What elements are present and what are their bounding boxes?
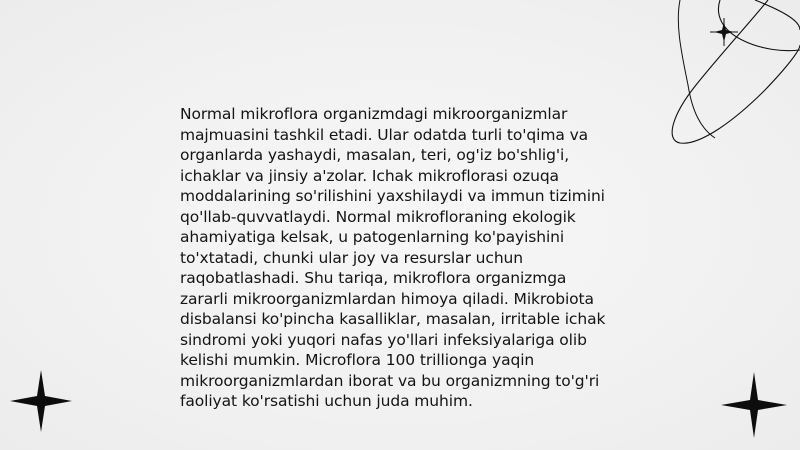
- four-point-star-icon: [10, 370, 72, 432]
- four-point-star-icon: [721, 372, 787, 438]
- sparkle-icon: [710, 18, 738, 46]
- orbit-lines-icon: [660, 0, 800, 145]
- body-paragraph: Normal mikroflora organizmdagi mikroorganizmlar majmuasini tashkil etadi. Ular odatda turli to'qima va organlarda yashaydi, masalan, teri, og'iz bo'shlig'i, ichaklar va jinsiy a'zolar. Ichak mikroflorasi ozuqa moddalarining so'rilishini yaxshilaydi va immun tizimini qo'llab-quvvatlaydi. Normal mikrofloraning ekologik ahamiyatiga kelsak, u patogenlarning ko'payishini to'xtatadi, chunki ular joy va resurslar uchun raqobatlashadi. Shu tariqa, mikroflora organizmga zararli mikroorganizmlardan himoya qiladi. Mikrobiota disbalansi ko'pincha kasalliklar, masalan, irritable ichak sindromi yoki yuqori nafas yo'llari infeksiyalariga olib kelishi mumkin. Microflora 100 trillionga yaqin mikroorganizmlardan iborat va bu organizmning to'g'ri faoliyat ko'rsatishi uchun juda muhim.: [180, 105, 606, 410]
